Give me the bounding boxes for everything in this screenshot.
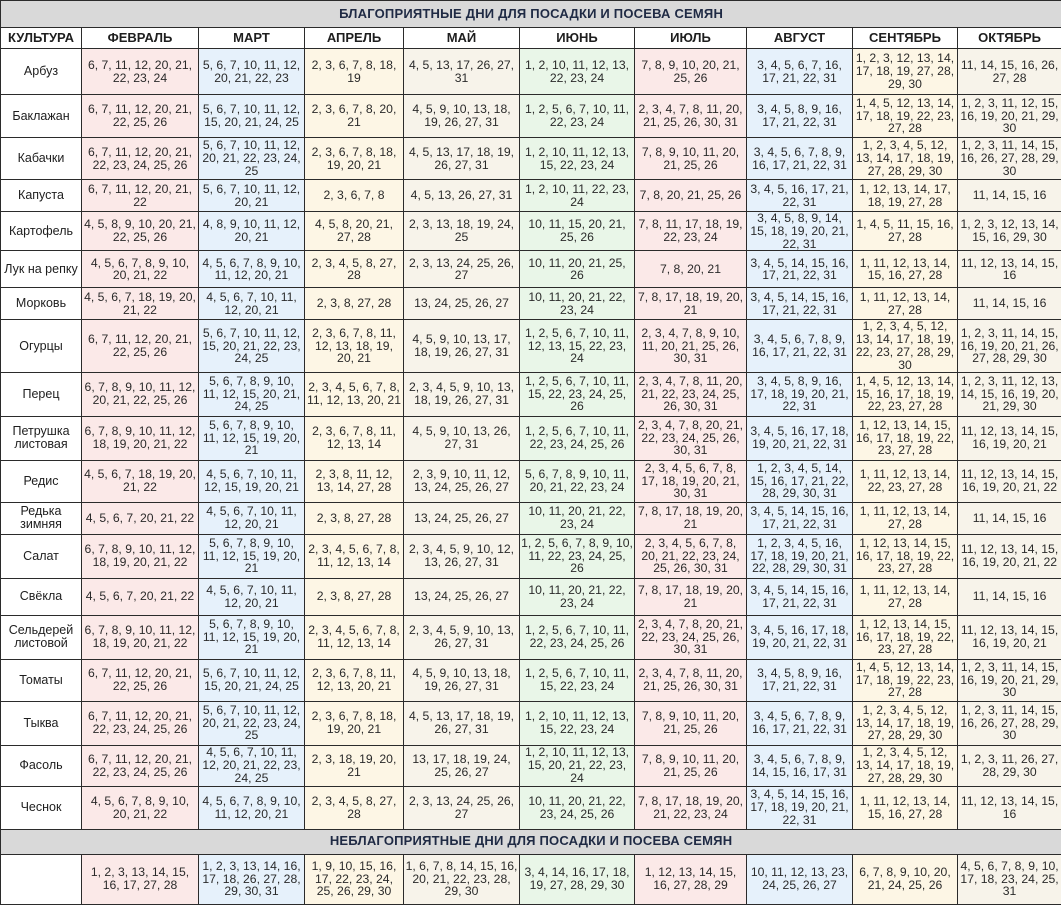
days-october: 1, 2, 3, 12, 13, 14, 15, 16, 29, 30 [958, 212, 1061, 251]
days-march: 5, 6, 7, 8, 9, 10, 11, 12, 15, 19, 20, 21 [199, 416, 305, 460]
days-july: 2, 3, 4, 7, 8, 9, 10, 11, 20, 21, 25, 26, 30, 31 [635, 320, 747, 372]
header-april: АПРЕЛЬ [305, 28, 404, 49]
header-july: ИЮЛЬ [635, 28, 747, 49]
days-june: 1, 2, 5, 6, 7, 10, 11, 15, 22, 23, 24 [520, 659, 635, 701]
days-february: 4, 5, 8, 9, 10, 20, 21, 22, 25, 26 [82, 212, 199, 251]
days-july: 7, 8, 17, 18, 19, 20, 21 [635, 502, 747, 534]
crop-name: Баклажан [1, 95, 82, 138]
days-march: 5, 6, 7, 10, 11, 12, 15, 20, 21, 24, 25 [199, 659, 305, 701]
crop-name: Томаты [1, 659, 82, 701]
unfavorable-days-june: 3, 4, 14, 16, 17, 18, 19, 27, 28, 29, 30 [520, 854, 635, 904]
crop-row [1, 251, 1061, 288]
days-october: 11, 12, 13, 14, 15, 16, 19, 20, 21, 22 [958, 534, 1061, 578]
favorable-section-row [1, 1, 1061, 28]
days-october: 11, 14, 15, 16 [958, 180, 1061, 212]
crop-row [1, 138, 1061, 180]
days-august: 3, 4, 5, 16, 17, 21, 22, 31 [747, 180, 853, 212]
days-july: 7, 8, 20, 21, 25, 26 [635, 180, 747, 212]
days-march: 5, 6, 7, 10, 11, 12, 20, 21, 22, 23 [199, 49, 305, 95]
days-march: 5, 6, 7, 10, 11, 12, 15, 20, 21, 24, 25 [199, 95, 305, 138]
crop-row [1, 49, 1061, 95]
header-june: ИЮНЬ [520, 28, 635, 49]
header-february: ФЕВРАЛЬ [82, 28, 199, 49]
crop-name: Лук на репку [1, 251, 82, 288]
days-october: 11, 12, 13, 14, 15, 16, 19, 20, 21, 22 [958, 460, 1061, 502]
days-june: 10, 11, 20, 21, 22, 23, 24 [520, 288, 635, 320]
days-april: 2, 3, 6, 7, 8, 18, 19, 20, 21 [305, 701, 404, 745]
days-august: 3, 4, 5, 6, 7, 8, 9, 16, 17, 21, 22, 31 [747, 701, 853, 745]
days-august: 3, 4, 5, 14, 15, 16, 17, 21, 22, 31 [747, 288, 853, 320]
days-may: 4, 5, 9, 10, 13, 18, 19, 26, 27, 31 [404, 95, 520, 138]
days-september: 1, 2, 3, 4, 5, 12, 13, 14, 17, 18, 19, 22, 23, 27, 28, 29, 30 [853, 320, 958, 372]
crop-name: Кабачки [1, 138, 82, 180]
unfavorable-days-september: 6, 7, 8, 9, 10, 20, 21, 24, 25, 26 [853, 854, 958, 904]
days-march: 5, 6, 7, 8, 9, 10, 11, 12, 15, 19, 20, 21 [199, 615, 305, 659]
days-october: 11, 12, 13, 14, 15, 16 [958, 251, 1061, 288]
crop-name: Фасоль [1, 745, 82, 786]
days-september: 1, 11, 12, 13, 14, 27, 28 [853, 578, 958, 615]
unfavorable-days-may: 1, 6, 7, 8, 14, 15, 16, 20, 21, 22, 23, 28, 29, 30 [404, 854, 520, 904]
days-february: 6, 7, 11, 12, 20, 21, 22, 23, 24, 25, 26 [82, 701, 199, 745]
days-may: 4, 5, 13, 17, 26, 27, 31 [404, 49, 520, 95]
unfavorable-days-february: 1, 2, 3, 13, 14, 15, 16, 17, 27, 28 [82, 854, 199, 904]
days-july: 7, 8, 9, 10, 20, 21, 25, 26 [635, 49, 747, 95]
days-march: 4, 5, 6, 7, 10, 11, 12, 20, 21, 22, 23, 24, 25 [199, 745, 305, 786]
unfavorable-days-october: 4, 5, 6, 7, 8, 9, 10, 17, 18, 23, 24, 25, 31 [958, 854, 1061, 904]
crop-name: Редис [1, 460, 82, 502]
crop-name: Сельдерей листовой [1, 615, 82, 659]
days-july: 2, 3, 4, 7, 8, 11, 20, 21, 22, 23, 24, 25, 26, 30, 31 [635, 372, 747, 416]
days-august: 3, 4, 5, 8, 9, 16, 17, 21, 22, 31 [747, 659, 853, 701]
crop-row [1, 288, 1061, 320]
days-september: 1, 2, 3, 4, 5, 12, 13, 14, 17, 18, 19, 27, 28, 29, 30 [853, 701, 958, 745]
days-may: 4, 5, 9, 10, 13, 18, 19, 26, 27, 31 [404, 659, 520, 701]
days-may: 4, 5, 13, 17, 18, 19, 26, 27, 31 [404, 138, 520, 180]
days-june: 1, 2, 5, 6, 7, 10, 11, 12, 13, 15, 22, 23, 24 [520, 320, 635, 372]
days-june: 1, 2, 5, 6, 7, 10, 11, 22, 23, 24 [520, 95, 635, 138]
days-june: 10, 11, 20, 21, 22, 23, 24 [520, 502, 635, 534]
crop-row [1, 615, 1061, 659]
days-september: 1, 4, 5, 12, 13, 14, 17, 18, 19, 22, 23, 27, 28 [853, 659, 958, 701]
days-april: 2, 3, 6, 7, 8, 18, 19 [305, 49, 404, 95]
unfavorable-days-april: 1, 9, 10, 15, 16, 17, 22, 23, 24, 25, 26, 29, 30 [305, 854, 404, 904]
unfavorable-section-row [1, 829, 1061, 854]
days-september: 1, 12, 13, 14, 15, 16, 17, 18, 19, 22, 23, 27, 28 [853, 534, 958, 578]
days-february: 6, 7, 11, 12, 20, 21, 22, 23, 24, 25, 26 [82, 138, 199, 180]
days-september: 1, 12, 13, 14, 17, 18, 19, 27, 28 [853, 180, 958, 212]
days-february: 4, 5, 6, 7, 20, 21, 22 [82, 502, 199, 534]
days-may: 13, 17, 18, 19, 24, 25, 26, 27 [404, 745, 520, 786]
crop-name: Арбуз [1, 49, 82, 95]
days-april: 2, 3, 6, 7, 8, 20, 21 [305, 95, 404, 138]
days-june: 5, 6, 7, 8, 9, 10, 11, 20, 21, 22, 23, 24 [520, 460, 635, 502]
days-march: 4, 5, 6, 7, 8, 9, 10, 11, 12, 20, 21 [199, 251, 305, 288]
unfavorable-days-august: 10, 11, 12, 13, 23, 24, 25, 26, 27 [747, 854, 853, 904]
days-february: 6, 7, 11, 12, 20, 21, 22, 25, 26 [82, 659, 199, 701]
days-october: 11, 14, 15, 16 [958, 578, 1061, 615]
days-march: 4, 5, 6, 7, 10, 11, 12, 20, 21 [199, 578, 305, 615]
days-september: 1, 11, 12, 13, 14, 27, 28 [853, 288, 958, 320]
days-august: 3, 4, 5, 6, 7, 16, 17, 21, 22, 31 [747, 49, 853, 95]
crop-row [1, 701, 1061, 745]
days-march: 5, 6, 7, 10, 11, 12, 20, 21, 22, 23, 24, 25 [199, 701, 305, 745]
unfavorable-blank-cell [1, 854, 82, 904]
crop-name: Салат [1, 534, 82, 578]
crop-name: Петрушка листовая [1, 416, 82, 460]
days-september: 1, 11, 12, 13, 14, 15, 16, 27, 28 [853, 786, 958, 829]
crop-row [1, 534, 1061, 578]
days-september: 1, 11, 12, 13, 14, 27, 28 [853, 502, 958, 534]
days-june: 10, 11, 15, 20, 21, 25, 26 [520, 212, 635, 251]
days-october: 1, 2, 3, 11, 12, 13, 14, 15, 16, 19, 20, 21, 29, 30 [958, 372, 1061, 416]
crop-row [1, 180, 1061, 212]
days-february: 6, 7, 11, 12, 20, 21, 22 [82, 180, 199, 212]
crop-name: Картофель [1, 212, 82, 251]
days-october: 11, 12, 13, 14, 15, 16, 19, 20, 21 [958, 416, 1061, 460]
days-may: 4, 5, 13, 26, 27, 31 [404, 180, 520, 212]
days-july: 2, 3, 4, 7, 8, 11, 20, 21, 25, 26, 30, 31 [635, 95, 747, 138]
days-march: 5, 6, 7, 10, 11, 12, 15, 20, 21, 22, 23, 24, 25 [199, 320, 305, 372]
days-april: 2, 3, 6, 7, 8, 11, 12, 13, 20, 21 [305, 659, 404, 701]
days-may: 4, 5, 9, 10, 13, 17, 18, 19, 26, 27, 31 [404, 320, 520, 372]
unfavorable-days-july: 1, 12, 13, 14, 15, 16, 27, 28, 29 [635, 854, 747, 904]
days-august: 3, 4, 5, 14, 15, 16, 17, 21, 22, 31 [747, 251, 853, 288]
crop-row [1, 320, 1061, 372]
days-may: 13, 24, 25, 26, 27 [404, 502, 520, 534]
days-march: 5, 6, 7, 8, 9, 10, 11, 12, 15, 20, 21, 24, 25 [199, 372, 305, 416]
crop-row [1, 659, 1061, 701]
days-june: 1, 2, 5, 6, 7, 10, 11, 15, 22, 23, 24, 25, 26 [520, 372, 635, 416]
days-october: 1, 2, 3, 11, 14, 15, 16, 19, 20, 21, 26, 27, 28, 29, 30 [958, 320, 1061, 372]
crop-name: Тыква [1, 701, 82, 745]
days-august: 3, 4, 5, 14, 15, 16, 17, 21, 22, 31 [747, 502, 853, 534]
days-may: 4, 5, 9, 10, 13, 26, 27, 31 [404, 416, 520, 460]
crop-name: Капуста [1, 180, 82, 212]
days-august: 3, 4, 5, 8, 9, 14, 15, 18, 19, 20, 21, 22, 31 [747, 212, 853, 251]
days-july: 7, 8, 9, 10, 11, 20, 21, 25, 26 [635, 745, 747, 786]
days-july: 7, 8, 9, 10, 11, 20, 21, 25, 26 [635, 701, 747, 745]
days-august: 3, 4, 5, 16, 17, 18, 19, 20, 21, 22, 31 [747, 615, 853, 659]
days-april: 2, 3, 8, 27, 28 [305, 502, 404, 534]
days-march: 4, 5, 6, 7, 10, 11, 12, 20, 21 [199, 288, 305, 320]
days-february: 6, 7, 8, 9, 10, 11, 12, 18, 19, 20, 21, 22 [82, 615, 199, 659]
days-august: 3, 4, 5, 14, 15, 16, 17, 18, 19, 20, 21, 22, 31 [747, 786, 853, 829]
days-may: 2, 3, 4, 5, 9, 10, 13, 26, 27, 31 [404, 615, 520, 659]
days-june: 1, 2, 5, 6, 7, 10, 11, 22, 23, 24, 25, 26 [520, 416, 635, 460]
days-april: 2, 3, 4, 5, 8, 27, 28 [305, 786, 404, 829]
header-may: МАЙ [404, 28, 520, 49]
favorable-title: БЛАГОПРИЯТНЫЕ ДНИ ДЛЯ ПОСАДКИ И ПОСЕВА СЕМЯН [1, 1, 1061, 28]
days-may: 2, 3, 9, 10, 11, 12, 13, 24, 25, 26, 27 [404, 460, 520, 502]
days-april: 2, 3, 6, 7, 8, 11, 12, 13, 14 [305, 416, 404, 460]
days-may: 13, 24, 25, 26, 27 [404, 578, 520, 615]
crop-row [1, 372, 1061, 416]
unfavorable-row [1, 854, 1061, 904]
days-june: 1, 2, 5, 6, 7, 8, 9, 10, 11, 22, 23, 24, 25, 26 [520, 534, 635, 578]
days-june: 1, 2, 10, 11, 12, 13, 15, 22, 23, 24 [520, 701, 635, 745]
crop-row [1, 502, 1061, 534]
days-october: 11, 12, 13, 14, 15, 16, 19, 20, 21 [958, 615, 1061, 659]
crop-row [1, 786, 1061, 829]
days-july: 7, 8, 9, 10, 11, 20, 21, 25, 26 [635, 138, 747, 180]
days-june: 1, 2, 5, 6, 7, 10, 11, 22, 23, 24, 25, 26 [520, 615, 635, 659]
days-july: 7, 8, 17, 18, 19, 20, 21, 22, 23, 24 [635, 786, 747, 829]
days-march: 4, 8, 9, 10, 11, 12, 20, 21 [199, 212, 305, 251]
days-may: 4, 5, 13, 17, 18, 19, 26, 27, 31 [404, 701, 520, 745]
days-july: 2, 3, 4, 5, 6, 7, 8, 20, 21, 22, 23, 24, 25, 26, 30, 31 [635, 534, 747, 578]
days-august: 3, 4, 5, 6, 7, 8, 9, 16, 17, 21, 22, 31 [747, 138, 853, 180]
header-march: МАРТ [199, 28, 305, 49]
days-february: 4, 5, 6, 7, 18, 19, 20, 21, 22 [82, 288, 199, 320]
crop-row [1, 578, 1061, 615]
crop-name: Морковь [1, 288, 82, 320]
days-june: 1, 2, 10, 11, 12, 13, 15, 22, 23, 24 [520, 138, 635, 180]
days-august: 3, 4, 5, 8, 9, 16, 17, 18, 19, 20, 21, 22, 31 [747, 372, 853, 416]
header-august: АВГУСТ [747, 28, 853, 49]
days-march: 4, 5, 6, 7, 8, 9, 10, 11, 12, 20, 21 [199, 786, 305, 829]
days-june: 10, 11, 20, 21, 25, 26 [520, 251, 635, 288]
days-april: 2, 3, 6, 7, 8, 11, 12, 13, 18, 19, 20, 21 [305, 320, 404, 372]
crop-name: Редька зимняя [1, 502, 82, 534]
days-october: 1, 2, 3, 11, 26, 27, 28, 29, 30 [958, 745, 1061, 786]
days-august: 3, 4, 5, 6, 7, 8, 9, 14, 15, 16, 17, 31 [747, 745, 853, 786]
days-august: 3, 4, 5, 8, 9, 16, 17, 21, 22, 31 [747, 95, 853, 138]
days-april: 4, 5, 8, 20, 21, 27, 28 [305, 212, 404, 251]
days-may: 2, 3, 13, 24, 25, 26, 27 [404, 786, 520, 829]
days-april: 2, 3, 8, 27, 28 [305, 578, 404, 615]
days-july: 7, 8, 17, 18, 19, 20, 21 [635, 288, 747, 320]
unfavorable-title: НЕБЛАГОПРИЯТНЫЕ ДНИ ДЛЯ ПОСАДКИ И ПОСЕВА СЕМЯН [1, 829, 1061, 854]
days-february: 6, 7, 11, 12, 20, 21, 22, 23, 24 [82, 49, 199, 95]
days-october: 11, 14, 15, 16 [958, 288, 1061, 320]
days-may: 2, 3, 13, 18, 19, 24, 25 [404, 212, 520, 251]
days-september: 1, 11, 12, 13, 14, 15, 16, 27, 28 [853, 251, 958, 288]
unfavorable-days-march: 1, 2, 3, 13, 14, 16, 17, 18, 26, 27, 28, 29, 30, 31 [199, 854, 305, 904]
crop-row [1, 460, 1061, 502]
days-october: 11, 14, 15, 16 [958, 502, 1061, 534]
days-october: 11, 14, 15, 16, 26, 27, 28 [958, 49, 1061, 95]
days-june: 1, 2, 10, 11, 22, 23, 24 [520, 180, 635, 212]
days-september: 1, 12, 13, 14, 15, 16, 17, 18, 19, 22, 23, 27, 28 [853, 416, 958, 460]
days-september: 1, 11, 12, 13, 14, 22, 23, 27, 28 [853, 460, 958, 502]
days-august: 1, 2, 3, 4, 5, 16, 17, 18, 19, 20, 21, 22, 28, 29, 30, 31 [747, 534, 853, 578]
days-march: 5, 6, 7, 10, 11, 12, 20, 21, 22, 23, 24, 25 [199, 138, 305, 180]
days-february: 4, 5, 6, 7, 8, 9, 10, 20, 21, 22 [82, 786, 199, 829]
days-september: 1, 4, 5, 12, 13, 14, 15, 16, 17, 18, 19, 22, 23, 27, 28 [853, 372, 958, 416]
crop-row [1, 95, 1061, 138]
header-september: СЕНТЯБРЬ [853, 28, 958, 49]
days-october: 1, 2, 3, 11, 14, 15, 16, 19, 20, 21, 29, 30 [958, 659, 1061, 701]
crop-name: Чеснок [1, 786, 82, 829]
days-june: 10, 11, 20, 21, 22, 23, 24, 25, 26 [520, 786, 635, 829]
days-july: 7, 8, 20, 21 [635, 251, 747, 288]
days-march: 4, 5, 6, 7, 10, 11, 12, 20, 21 [199, 502, 305, 534]
days-february: 6, 7, 8, 9, 10, 11, 12, 18, 19, 20, 21, 22 [82, 416, 199, 460]
crop-row [1, 212, 1061, 251]
header-crop: КУЛЬТУРА [1, 28, 82, 49]
days-september: 1, 2, 3, 4, 5, 12, 13, 14, 17, 18, 19, 27, 28, 29, 30 [853, 138, 958, 180]
days-may: 2, 3, 4, 5, 9, 10, 12, 13, 26, 27, 31 [404, 534, 520, 578]
days-july: 2, 3, 4, 5, 6, 7, 8, 17, 18, 19, 20, 21, 30, 31 [635, 460, 747, 502]
days-april: 2, 3, 4, 5, 6, 7, 8, 11, 12, 13, 14 [305, 534, 404, 578]
days-march: 5, 6, 7, 10, 11, 12, 20, 21 [199, 180, 305, 212]
days-may: 13, 24, 25, 26, 27 [404, 288, 520, 320]
crop-name: Перец [1, 372, 82, 416]
days-july: 7, 8, 17, 18, 19, 20, 21 [635, 578, 747, 615]
days-august: 1, 2, 3, 4, 5, 14, 15, 16, 17, 21, 22, 28, 29, 30, 31 [747, 460, 853, 502]
days-february: 4, 5, 6, 7, 18, 19, 20, 21, 22 [82, 460, 199, 502]
crop-name: Огурцы [1, 320, 82, 372]
days-april: 2, 3, 6, 7, 8, 18, 19, 20, 21 [305, 138, 404, 180]
days-june: 1, 2, 10, 11, 12, 13, 15, 20, 21, 22, 23, 24 [520, 745, 635, 786]
days-august: 3, 4, 5, 16, 17, 18, 19, 20, 21, 22, 31 [747, 416, 853, 460]
days-february: 6, 7, 8, 9, 10, 11, 12, 18, 19, 20, 21, 22 [82, 534, 199, 578]
days-september: 1, 4, 5, 12, 13, 14, 17, 18, 19, 22, 23, 27, 28 [853, 95, 958, 138]
days-february: 6, 7, 11, 12, 20, 21, 22, 25, 26 [82, 95, 199, 138]
crop-name: Свёкла [1, 578, 82, 615]
days-april: 2, 3, 8, 27, 28 [305, 288, 404, 320]
days-october: 1, 2, 3, 11, 12, 15, 16, 19, 20, 21, 29, 30 [958, 95, 1061, 138]
days-september: 1, 4, 5, 11, 15, 16, 27, 28 [853, 212, 958, 251]
days-july: 2, 3, 4, 7, 8, 11, 20, 21, 25, 26, 30, 31 [635, 659, 747, 701]
days-july: 2, 3, 4, 7, 8, 20, 21, 22, 23, 24, 25, 26, 30, 31 [635, 615, 747, 659]
days-august: 3, 4, 5, 14, 15, 16, 17, 21, 22, 31 [747, 578, 853, 615]
header-row [1, 28, 1061, 49]
days-march: 5, 6, 7, 8, 9, 10, 11, 12, 15, 19, 20, 21 [199, 534, 305, 578]
days-february: 6, 7, 11, 12, 20, 21, 22, 25, 26 [82, 320, 199, 372]
days-april: 2, 3, 4, 5, 8, 27, 28 [305, 251, 404, 288]
days-september: 1, 2, 3, 12, 13, 14, 17, 18, 19, 27, 28, 29, 30 [853, 49, 958, 95]
days-may: 2, 3, 13, 24, 25, 26, 27 [404, 251, 520, 288]
days-february: 4, 5, 6, 7, 8, 9, 10, 20, 21, 22 [82, 251, 199, 288]
header-october: ОКТЯБРЬ [958, 28, 1061, 49]
days-july: 7, 8, 11, 17, 18, 19, 22, 23, 24 [635, 212, 747, 251]
days-october: 11, 12, 13, 14, 15, 16 [958, 786, 1061, 829]
days-april: 2, 3, 4, 5, 6, 7, 8, 11, 12, 13, 14 [305, 615, 404, 659]
crop-row [1, 416, 1061, 460]
days-march: 4, 5, 6, 7, 10, 11, 12, 15, 19, 20, 21 [199, 460, 305, 502]
days-april: 2, 3, 18, 19, 20, 21 [305, 745, 404, 786]
days-february: 6, 7, 8, 9, 10, 11, 12, 20, 21, 22, 25, 26 [82, 372, 199, 416]
days-october: 1, 2, 3, 11, 14, 15, 16, 26, 27, 28, 29, 30 [958, 701, 1061, 745]
days-february: 4, 5, 6, 7, 20, 21, 22 [82, 578, 199, 615]
days-september: 1, 2, 3, 4, 5, 12, 13, 14, 17, 18, 19, 27, 28, 29, 30 [853, 745, 958, 786]
crop-row [1, 745, 1061, 786]
days-february: 6, 7, 11, 12, 20, 21, 22, 23, 24, 25, 26 [82, 745, 199, 786]
days-april: 2, 3, 4, 5, 6, 7, 8, 11, 12, 13, 20, 21 [305, 372, 404, 416]
days-april: 2, 3, 6, 7, 8 [305, 180, 404, 212]
days-april: 2, 3, 8, 11, 12, 13, 14, 27, 28 [305, 460, 404, 502]
days-september: 1, 12, 13, 14, 15, 16, 17, 18, 19, 22, 23, 27, 28 [853, 615, 958, 659]
days-june: 1, 2, 10, 11, 12, 13, 22, 23, 24 [520, 49, 635, 95]
days-june: 10, 11, 20, 21, 22, 23, 24 [520, 578, 635, 615]
days-july: 2, 3, 4, 7, 8, 20, 21, 22, 23, 24, 25, 26, 30, 31 [635, 416, 747, 460]
days-october: 1, 2, 3, 11, 14, 15, 16, 26, 27, 28, 29, 30 [958, 138, 1061, 180]
days-may: 2, 3, 4, 5, 9, 10, 13, 18, 19, 26, 27, 31 [404, 372, 520, 416]
days-august: 3, 4, 5, 6, 7, 8, 9, 16, 17, 21, 22, 31 [747, 320, 853, 372]
